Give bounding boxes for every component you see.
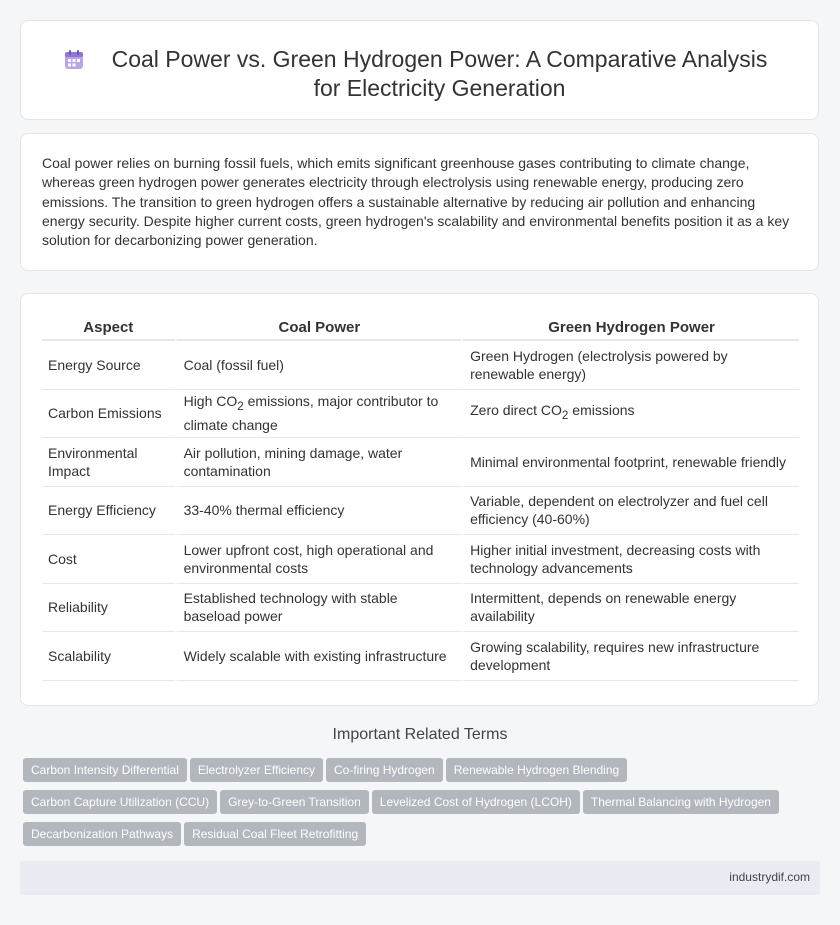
aspect-cell: Environmental Impact (42, 438, 175, 487)
table-row (42, 487, 799, 536)
page-title: Coal Power vs. Green Hydrogen Power: A Comparative Analysis for Electricity Generation (111, 46, 768, 101)
aspect-cell: Energy Source (42, 341, 175, 390)
term-tag[interactable]: Residual Coal Fleet Retrofitting (184, 822, 366, 846)
green-cell: Variable, dependent on electrolyzer and fuel cell efficiency (40-60%) (461, 487, 799, 536)
intro-paragraph: Coal power relies on burning fossil fuels, which emits significant greenhouse gases contributing to climate change, whereas green hydrogen power generates electricity through electrolysis using renewable energy, producing zero emissions. The transition to green hydrogen offers a sustainable alternative by reducing air pollution and enhancing energy security. Despite higher current costs, green hydrogen's scalability and environmental benefits position it as a key solution for decarbonizing power generation. (42, 155, 790, 249)
table-header-row (42, 314, 799, 341)
coal-text-end: emissions, major contributor to climate change (183, 393, 439, 434)
comparison-table (42, 314, 799, 681)
table-row (42, 438, 799, 487)
term-tag[interactable]: Carbon Capture Utilization (CCU) (23, 790, 217, 814)
term-tag[interactable]: Levelized Cost of Hydrogen (LCOH) (372, 790, 580, 814)
aspect-cell: Scalability (42, 632, 175, 681)
green-cell: Minimal environmental footprint, renewable friendly (461, 438, 799, 487)
subscript: 2 (237, 400, 244, 414)
header-aspect: Aspect (42, 314, 175, 341)
term-tag[interactable]: Renewable Hydrogen Blending (446, 758, 627, 782)
coal-cell (175, 390, 462, 439)
green-cell (461, 390, 799, 439)
table-row (42, 584, 799, 633)
related-terms-heading: Important Related Terms (332, 726, 508, 743)
coal-text-start: High CO (183, 393, 238, 410)
aspect-cell: Energy Efficiency (42, 487, 175, 536)
table-row (42, 632, 799, 681)
coal-cell: Lower upfront cost, high operational and environmental costs (175, 535, 462, 584)
green-cell: Higher initial investment, decreasing costs with technology advancements (461, 535, 799, 584)
green-cell: Green Hydrogen (electrolysis powered by renewable energy) (461, 341, 799, 390)
green-text-start: Zero direct CO (470, 402, 562, 419)
table-row (42, 535, 799, 584)
aspect-cell: Carbon Emissions (42, 390, 175, 439)
subscript: 2 (561, 409, 569, 423)
green-cell: Intermittent, depends on renewable energy availability (461, 584, 799, 633)
header-green-hydrogen: Green Hydrogen Power (461, 314, 799, 341)
table-row (42, 341, 799, 390)
title-card (20, 20, 819, 120)
coal-cell: Air pollution, mining damage, water contamination (175, 438, 462, 487)
coal-cell: Coal (fossil fuel) (175, 341, 462, 390)
footer-site-link[interactable]: industrydif.com (729, 870, 810, 884)
term-tag[interactable]: Decarbonization Pathways (23, 822, 181, 846)
coal-cell: Established technology with stable baseload power (175, 584, 462, 633)
aspect-cell: Cost (42, 535, 175, 584)
term-tag[interactable]: Carbon Intensity Differential (23, 758, 187, 782)
intro-card (20, 133, 819, 271)
coal-cell: Widely scalable with existing infrastructure (175, 632, 462, 681)
term-tag[interactable]: Co-firing Hydrogen (326, 758, 443, 782)
term-tag[interactable]: Electrolyzer Efficiency (190, 758, 323, 782)
green-cell: Growing scalability, requires new infrastructure development (461, 632, 799, 681)
table-row (42, 390, 799, 439)
related-terms-list (23, 758, 813, 854)
coal-cell: 33-40% thermal efficiency (175, 487, 462, 536)
green-text-end: emissions (568, 402, 635, 419)
term-tag[interactable]: Grey-to-Green Transition (220, 790, 369, 814)
aspect-cell: Reliability (42, 584, 175, 633)
comparison-card (20, 293, 819, 706)
header-coal-power: Coal Power (175, 314, 462, 341)
term-tag[interactable]: Thermal Balancing with Hydrogen (583, 790, 779, 814)
footer (20, 861, 820, 895)
